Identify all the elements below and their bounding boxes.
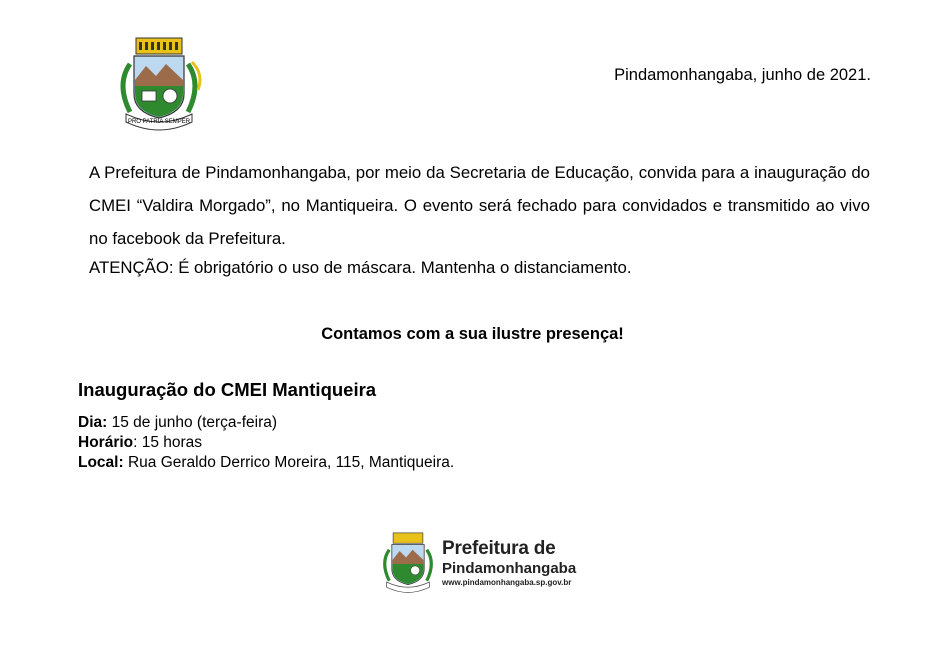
crest-motto: PRO PATRIA SEMPER xyxy=(127,119,191,125)
event-time xyxy=(78,433,454,453)
coat-of-arms-icon xyxy=(108,34,210,132)
event-title: Inauguração do CMEI Mantiqueira xyxy=(78,379,377,400)
place-label: Local: xyxy=(78,454,124,471)
event-details xyxy=(78,413,454,473)
brand-url: www.pindamonhangaba.sp.gov.br xyxy=(442,578,572,587)
invitation-paragraph xyxy=(89,156,870,255)
brand-name-line1: Prefeitura de xyxy=(442,538,556,559)
day-value: 15 de junho (terça-feira) xyxy=(107,414,278,431)
time-value: : 15 horas xyxy=(133,434,203,451)
brand-name-line2: Pindamonhangaba xyxy=(442,560,577,577)
closing-line: Contamos com a sua ilustre presença! xyxy=(321,325,624,343)
prefeitura-logo xyxy=(375,530,587,594)
coat-of-arms-small-icon xyxy=(375,530,441,594)
attention-note: ATENÇÃO: É obrigatório o uso de máscara. Mantenha o distanciamento. xyxy=(89,258,632,277)
time-label: Horário xyxy=(78,434,134,451)
date-line: Pindamonhangaba, junho de 2021. xyxy=(614,66,871,84)
event-place xyxy=(78,453,454,473)
event-day xyxy=(78,413,454,433)
invitation-text: A Prefeitura de Pindamonhangaba, por meio da Secretaria de Educação, convida para a inauguração do CMEI “Valdira Morgado”, no Mantiqueira. O evento será fechado para convidados e transmitido ao vivo no facebook da Prefeitura. xyxy=(89,163,870,248)
place-value: Rua Geraldo Derrico Moreira, 115, Mantiqueira. xyxy=(123,454,455,471)
day-label: Dia: xyxy=(78,414,108,431)
